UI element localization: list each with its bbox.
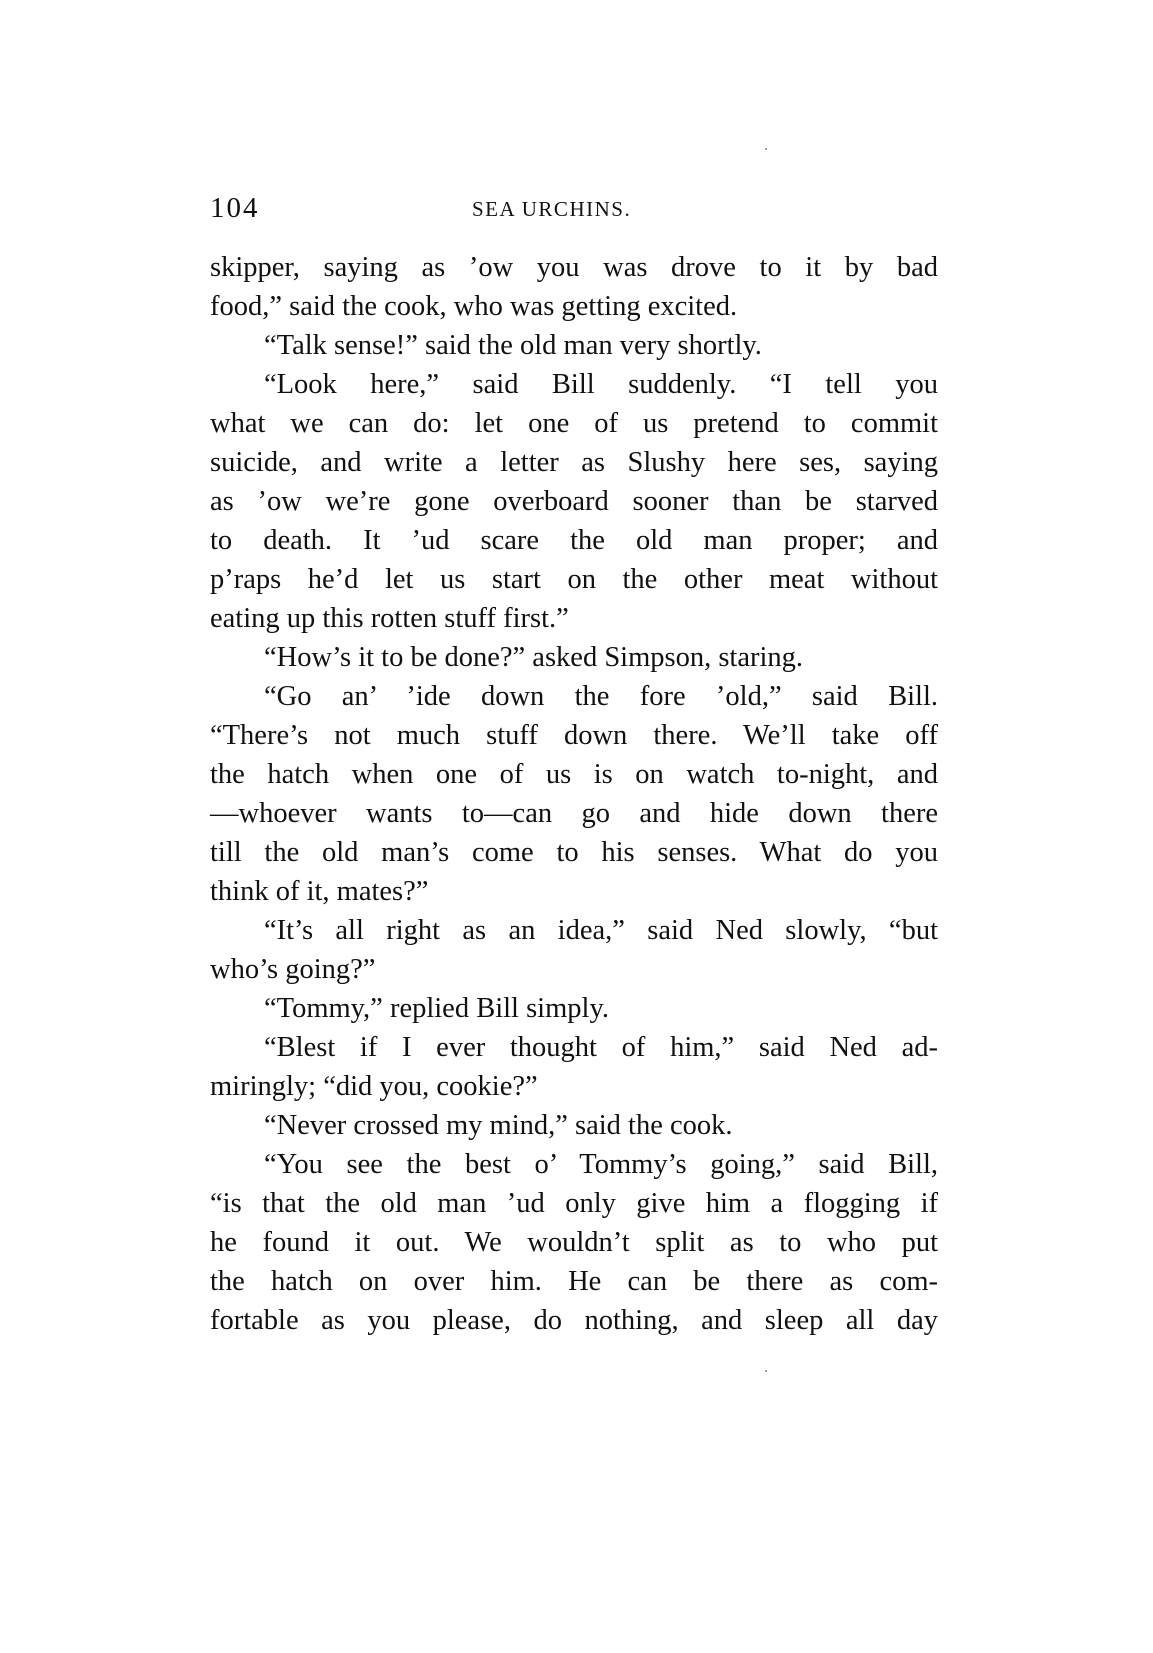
text-line: who’s going?” bbox=[210, 954, 376, 985]
text-line: “Go an’ ’ide down the fore ’old,” said Bill. bbox=[264, 681, 938, 712]
text-line: what we can do: let one of us pretend to commit bbox=[210, 408, 938, 439]
text-line: skipper, saying as ’ow you was drove to it by bad bbox=[210, 252, 938, 283]
running-title: SEA URCHINS. bbox=[472, 197, 632, 221]
text-line: to death. It ’ud scare the old man proper; and bbox=[210, 525, 938, 556]
text-line: “You see the best o’ Tommy’s going,” said Bill, bbox=[264, 1149, 938, 1180]
text-line: till the old man’s come to his senses. What do you bbox=[210, 837, 938, 868]
text-line: as ’ow we’re gone overboard sooner than be starved bbox=[210, 486, 938, 517]
text-line: “Never crossed my mind,” said the cook. bbox=[264, 1110, 733, 1141]
text-line: “It’s all right as an idea,” said Ned slowly, “but bbox=[264, 915, 938, 946]
text-line: he found it out. We wouldn’t split as to who put bbox=[210, 1227, 938, 1258]
text-line: “Look here,” said Bill suddenly. “I tell you bbox=[264, 369, 938, 400]
text-line: eating up this rotten stuff first.” bbox=[210, 603, 569, 634]
page-speck bbox=[765, 148, 767, 150]
text-line: —whoever wants to—can go and hide down there bbox=[210, 798, 938, 829]
page-number: 104 bbox=[210, 192, 260, 224]
text-line: think of it, mates?” bbox=[210, 876, 429, 907]
text-line: p’raps he’d let us start on the other meat without bbox=[210, 564, 938, 595]
page-header bbox=[210, 192, 938, 232]
text-line: “Talk sense!” said the old man very shortly. bbox=[264, 330, 762, 361]
text-line: miringly; “did you, cookie?” bbox=[210, 1071, 538, 1102]
text-line: suicide, and write a letter as Slushy here ses, saying bbox=[210, 447, 938, 478]
text-line: food,” said the cook, who was getting excited. bbox=[210, 291, 738, 322]
text-line: “Blest if I ever thought of him,” said Ned ad- bbox=[264, 1032, 938, 1063]
page-speck bbox=[765, 1370, 767, 1372]
text-line: “is that the old man ’ud only give him a flogging if bbox=[210, 1188, 938, 1219]
text-line: the hatch when one of us is on watch to-night, and bbox=[210, 759, 938, 790]
text-line: the hatch on over him. He can be there as com- bbox=[210, 1266, 938, 1297]
text-line: fortable as you please, do nothing, and sleep all day bbox=[210, 1305, 938, 1336]
text-line: “How’s it to be done?” asked Simpson, staring. bbox=[264, 642, 804, 673]
text-line: “There’s not much stuff down there. We’ll take off bbox=[210, 720, 938, 751]
text-line: “Tommy,” replied Bill simply. bbox=[264, 993, 609, 1024]
body-text bbox=[210, 248, 938, 1340]
